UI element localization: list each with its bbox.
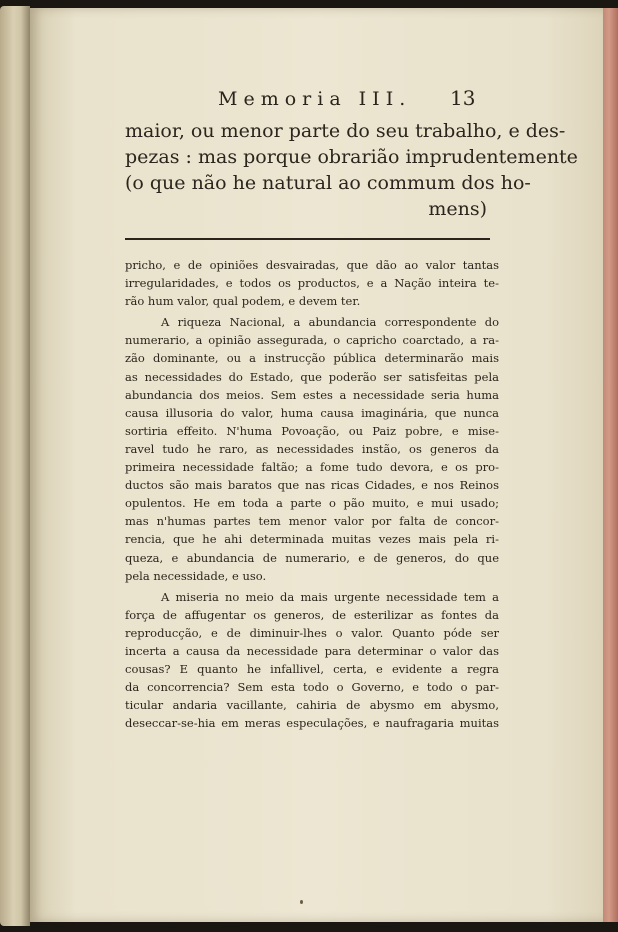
- body-line: pela necessidade, e uso.: [125, 568, 267, 583]
- body-line: rencia, que he ahi determinada muitas vezes mais pela ri-: [125, 532, 499, 547]
- body-line: cousas? E quanto he infallivel, certa, e evidente a regra: [125, 662, 499, 677]
- body-line: mas n'humas partes tem menor valor por falta de concor-: [125, 514, 499, 529]
- page-header: [188, 84, 488, 114]
- page-number: 13: [450, 86, 476, 110]
- body-line: as necessidades do Estado, que poderão ser satisfeitas pela: [125, 369, 499, 384]
- page-fore-edge: [603, 8, 618, 922]
- body-line: numerario, a opinião assegurada, o capricho coarctado, a ra-: [125, 333, 499, 348]
- carryover-line: (o que não he natural ao commum dos ho-: [125, 172, 531, 194]
- body-line: ravel tudo he raro, as necessidades instão, os generos da: [125, 441, 499, 456]
- body-line: A riqueza Nacional, a abundancia correspondente do: [161, 315, 499, 330]
- body-line: ticular andaria vacillante, cahiria de abysmo em abysmo,: [125, 698, 499, 713]
- body-line: deseccar-se-hia em meras especulações, e naufragaria muitas: [125, 716, 499, 731]
- body-line: queza, e abundancia de numerario, e de generos, do que: [125, 550, 499, 565]
- body-line: abundancia dos meios. Sem estes a necessidade seria huma: [125, 387, 499, 402]
- body-line: força de affugentar os generos, de esterilizar as fontes da: [125, 607, 499, 622]
- left-page-edge: [0, 6, 30, 926]
- body-line: irregularidades, e todos os productos, e a Nação inteira te-: [125, 276, 499, 291]
- carryover-line: pezas : mas porque obrarião imprudentemente: [125, 146, 578, 168]
- body-line: ductos são mais baratos que nas ricas Cidades, e nos Reinos: [125, 478, 499, 493]
- running-head: Memoria III.: [218, 88, 412, 110]
- carryover-line: mens): [428, 198, 487, 220]
- carryover-line: maior, ou menor parte do seu trabalho, e des-: [125, 120, 566, 142]
- body-line: causa illusoria do valor, huma causa imaginária, que nunca: [125, 405, 499, 420]
- body-line: incerta a causa da necessidade para determinar o valor das: [125, 643, 499, 658]
- body-line: pricho, e de opiniões desvairadas, que dão ao valor tantas: [125, 258, 499, 272]
- body-line: zão dominante, ou a instrucção pública determinarão mais: [125, 351, 499, 366]
- body-line: A miseria no meio da mais urgente necessidade tem a: [161, 589, 499, 604]
- page-speck: [300, 900, 303, 904]
- body-line: da concorrencia? Sem esta todo o Governo, e todo o par-: [125, 680, 499, 695]
- body-line: primeira necessidade faltão; a fome tudo devora, e os pro-: [125, 460, 499, 475]
- body-line: opulentos. He em toda a parte o pão muito, e mui usado;: [125, 496, 499, 511]
- section-rule: [125, 238, 490, 240]
- body-line: sortiria effeito. N'huma Povoação, ou Paiz pobre, e mise-: [125, 423, 499, 438]
- body-line: reproducção, e de diminuir-lhes o valor. Quanto póde ser: [125, 625, 499, 640]
- body-text: [125, 256, 499, 732]
- body-line: rão hum valor, qual podem, e devem ter.: [125, 294, 361, 309]
- carryover-paragraph: [125, 118, 578, 222]
